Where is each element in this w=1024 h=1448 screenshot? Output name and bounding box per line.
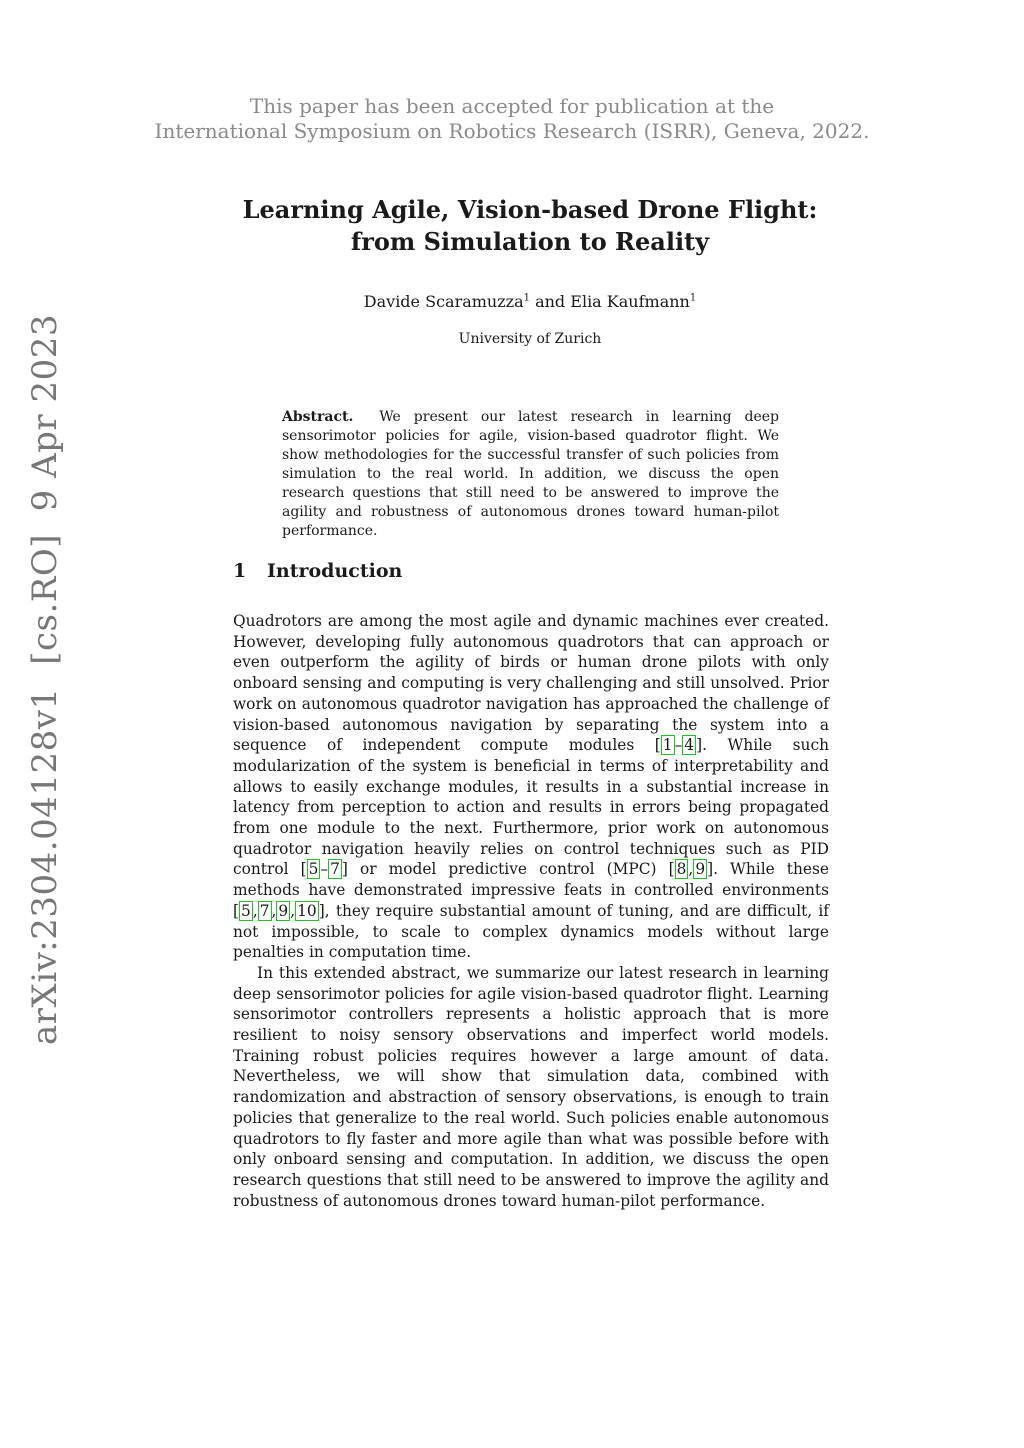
citation-separator: ,	[688, 860, 694, 879]
publication-note-line1: This paper has been accepted for publication at the	[249, 94, 775, 118]
author-name: Davide Scaramuzza	[363, 292, 524, 311]
paragraph: In this extended abstract, we summarize our latest research in learning deep sensorimotor policies for agile vision-based quadrotor flight. Learning sensorimotor controllers represents a holistic approach that is more resilient to noisy sensory observations and imperfect world models. Training robust policies requires however a large amount of data. Nevertheless, we will show that simulation data, combined with randomization and abstraction of sensory observations, is enough to train policies that generalize to the real world. Such policies enable autonomous quadrotors to fly faster and more agile than what was possible before with only onboard sensing and computation. In addition, we discuss the open research questions that still need to be answered to improve the agility and robustness of autonomous drones toward human-pilot performance.	[233, 963, 829, 1210]
abstract	[282, 408, 779, 541]
section-number: 1	[233, 560, 247, 582]
citation-link[interactable]: 4	[684, 736, 695, 755]
paper-title-line1: Learning Agile, Vision-based Drone Flight:	[242, 195, 818, 224]
affiliation-mark: 1	[523, 292, 530, 304]
abstract-text: We present our latest research in learning deep sensorimotor policies for agile, vision-based quadrotor flight. We show methodologies for the successful transfer of such policies from simulation to the real world. In addition, we discuss the open research questions that still need to be answered to improve the agility and robustness of autonomous drones toward human-pilot performance.	[282, 409, 780, 539]
paragraph-text: , they require substantial amount of tuning, and are difficult, if not impossible, to scale to complex dynamics models without large penalties in computation time.	[233, 901, 829, 962]
citation-link[interactable]: 8	[676, 860, 687, 879]
citation-separator: ,	[271, 901, 277, 920]
citation-range-dash: –	[320, 860, 329, 879]
author-conjunction: and	[530, 292, 571, 311]
paper-title-line2: from Simulation to Reality	[350, 227, 710, 256]
citation-link[interactable]: 9	[278, 901, 289, 920]
paragraph-text: or model predictive control (MPC)	[347, 860, 669, 879]
citation-link[interactable]: 5	[241, 901, 251, 920]
citation-link[interactable]: 5	[308, 860, 319, 879]
paragraph-text: . While these methods have demonstrated impressive feats in controlled environments	[233, 860, 829, 900]
section-body	[233, 611, 829, 1211]
arxiv-identifier: arXiv:2304.04128v1 [cs.RO] 9 Apr 2023	[25, 314, 65, 1045]
abstract-label: Abstract.	[282, 409, 354, 425]
author-list	[0, 292, 1024, 311]
paragraph-text: Quadrotors are among the most agile and dynamic machines ever created. However, developing fully autonomous quadrotors that can approach or even outperform the agility of birds or human drone pilots with only onboard sensing and computing is very challenging and still unsolved. Prior work on autonomous quadrotor navigation has approached the challenge of vision-based autonomous navigation by separating the system into a sequence of independent compute modules	[233, 612, 829, 755]
affiliation: University of Zurich	[458, 331, 602, 347]
paragraph-text: . While such modularization of the system is beneficial in terms of interpretability and allows to easily exchange modules, it results in a substantial increase in latency from perception to action and results in errors being propagated from one module to the next. Furthermore, prior work on autonomous quadrotor navigation heavily relies on control techniques such as PID control	[233, 736, 829, 879]
section-heading	[233, 560, 402, 582]
citation-separator: ,	[252, 901, 258, 920]
affiliation-mark: 1	[689, 292, 697, 304]
paragraph: Quadrotors are among the most agile and dynamic machines ever created. However, developing fully autonomous quadrotors that can approach or even outperform the agility of birds or human drone pilots with only onboard sensing and computing is very challenging and still unsolved. Prior work on autonomous quadrotor navigation has approached the challenge of vision-based autonomous navigation by separating the system into a sequence of independent compute modules [ 1 – 4 ]. While such modularization of the system is beneficial in terms of interpretability and allows to easily exchange modules, it results in a substantial increase in latency from perception to action and results in errors being propagated from one module to the next. Furthermore, prior work on autonomous quadrotor navigation heavily relies on control techniques such as PID control [ 5 – 7 ] or model predictive control (MPC) [ 8 , 9 ]. While these methods have demonstrated impressive feats in controlled environments [ 5 , 7 , 9 , 10 ], they require substantial amount of tuning, and are difficult, if not impossible, to scale to complex dynamics models without large penalties in computation time.	[233, 612, 829, 962]
citation-link[interactable]: 7	[259, 901, 270, 920]
author-name: Elia Kaufmann	[570, 292, 690, 311]
citation-range-dash: –	[674, 736, 683, 755]
paper-title	[0, 194, 1024, 258]
publication-note-line2: International Symposium on Robotics Research (ISRR), Geneva, 2022.	[154, 119, 870, 143]
citation-separator: ,	[290, 901, 296, 920]
publication-note	[0, 94, 1024, 144]
citation-link[interactable]: 7	[330, 860, 340, 879]
citation-link[interactable]: 9	[695, 860, 706, 879]
citation-link[interactable]: 10	[297, 901, 317, 920]
citation-link[interactable]: 1	[662, 736, 673, 755]
section-title: Introduction	[267, 560, 403, 582]
